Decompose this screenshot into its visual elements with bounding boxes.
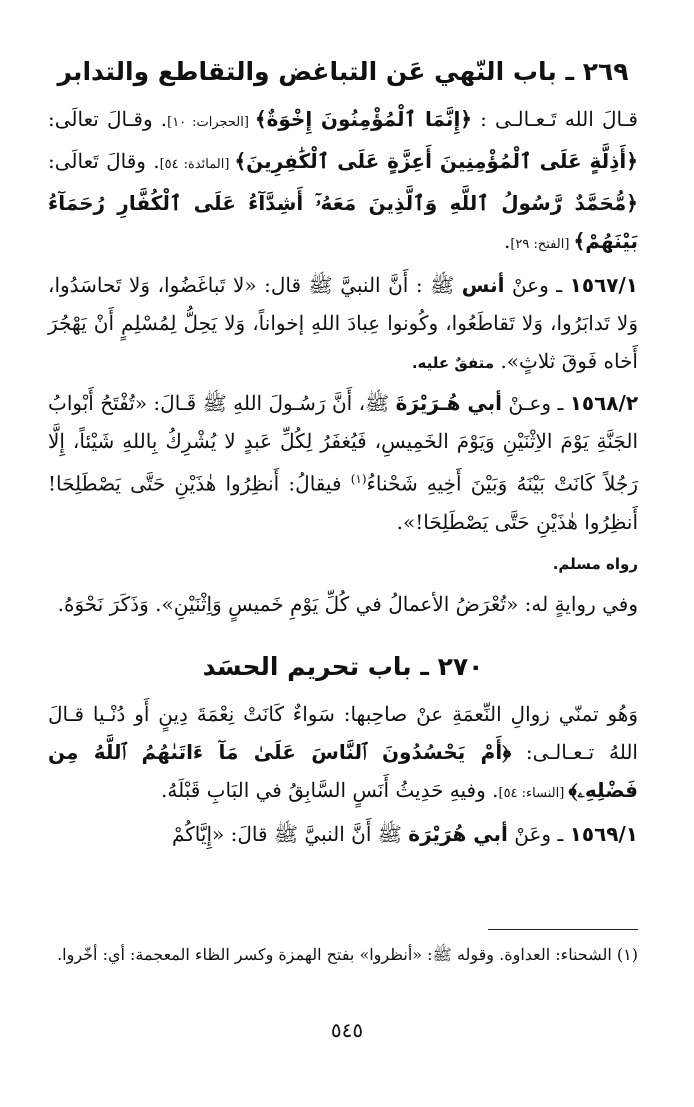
chapter-heading-270: ٢٧٠ ـ باب تحريم الحسَد (202, 651, 484, 681)
page-number: ٥٤٥ (330, 1018, 364, 1042)
intro-text: وَهُو تمنّي زوالِ النِّعمَةِ عنْ صاحِبها: سَواءٌ كَانَتْ نِعْمَةَ دِينٍ أَو دُنْـيا قـالَ اللهُ تـعـالـى: (48, 701, 638, 764)
hadith-text: ـ وعنْ (504, 273, 570, 297)
chapter-270-intro (48, 695, 638, 813)
narrator-name: أبي هُرَيْرَة (408, 821, 508, 846)
verse-reference: [النساء: ٥٤] (498, 785, 569, 801)
intro-text: . وقالَ تَعالَى: (48, 149, 160, 173)
hadith-1569 (48, 815, 638, 853)
footnote: (١) الشحناء: العداوة. وقوله ﷺ: «أنظروا» بفتح الهمزة وكسر الظاء المعجمة: أي: أخّروا. (57, 945, 638, 964)
quran-verse: ﴿إِنَّمَا ٱلْمُؤْمِنُونَ إِخْوَةٌ﴾ (254, 107, 473, 131)
hadith-number: ١٥٦٨/٢ (569, 391, 639, 415)
hadith-1567 (48, 266, 638, 382)
intro-text: . وقـالَ تعالَى: (48, 107, 168, 131)
quran-verse: ﴿مُّحَمَّدٌ رَّسُولُ ٱللَّهِ وَٱلَّذِينَ مَعَهُۥٓ أَشِدَّآءُ عَلَى ٱلْكُفَّارِ رُحَمَآءُ بَيْنَهُمْ﴾ (48, 191, 638, 253)
hadith-number: ١٥٦٩/١ (569, 821, 638, 846)
hadith-text: ﷺ : أَنَّ النبيَّ ﷺ قال: «لا تَباغَضُوا، وَلا تَحاسَدُوا، وَلا تَدابَرُوا، وَلا تَقاطَعُوا، وكُونوا عِبادَ اللهِ إخواناً، وَلا يَحِلُّ لِمُسْلِمٍ أَنْ يَهْجُرَ أَخاه فَوقَ ثلاثٍ». (48, 273, 638, 373)
hadith-text: فيقالُ: أَنظِرُوا هٰذَيْنِ حَتَّى يَصْطَلِحَا! أَنظِرُوا هٰذَيْنِ حَتَّى يَصْطَلِحَا!». (48, 471, 638, 534)
footnote-marker: (١) (350, 472, 367, 486)
quran-verse: ﴿أَذِلَّةٍ عَلَى ٱلْمُؤْمِنِينَ أَعِزَّةٍ عَلَى ٱلْكَٰفِرِينَ﴾ (234, 149, 638, 173)
verse-reference: [الفتح: ٢٩] (510, 237, 574, 252)
hadith-source: رواه مسلم. (552, 554, 638, 573)
hadith-grading: متفقٌ عليه. (411, 354, 495, 372)
hadith-source-line (48, 543, 638, 583)
quran-verse: ﴿أَمْ يَحْسُدُونَ ٱلنَّاسَ عَلَىٰ مَآ ءَاتَىٰهُمُ ٱللَّهُ مِن فَضْلِهِۦ﴾ (48, 739, 638, 802)
chapter-heading-269: ٢٦٩ ـ باب النّهي عَن التباغض والتقاطع والتدابر (57, 57, 629, 86)
hadith-text: ﷺ، أَنَّ رَسُـولَ اللهِ ﷺ قَـالَ: «تُفْتَحُ أَبْوابُ الجَنَّةِ يَوْمَ الاِثْنَيْنِ وَيَوْمَ الخَمِيسِ، فَيُغفَرُ لِكُلِّ عَبدٍ لا يُشْرِكُ بِاللهِ شَيْئاً، إِلَّا رَجُلاً كَانَتْ بَيْنَهُ وَبَيْنَ أَخِيهِ شَحْناءُ (48, 391, 638, 496)
hadith-text: ـ وعـنْ (502, 391, 570, 415)
intro-text: . (503, 229, 511, 253)
intro-text: قـالَ الله تَـعـالـى : (472, 107, 638, 131)
narrator-name: أبي هُـرَيْرَةَ (395, 391, 503, 415)
footnote-separator (488, 929, 638, 930)
hadith-variant: وفي روايةٍ له: «تُعْرَضُ الأعمالُ في كُلِّ يَوْمِ خَميسٍ وَاِثْنَيْنِ». وَذَكَرَ نَحْوَهُ. (57, 591, 638, 616)
hadith-text: ﷺ أَنَّ النبيَّ ﷺ قالَ: «إِيَّاكُمْ (171, 821, 409, 846)
hadith-number: ١٥٦٧/١ (569, 273, 638, 297)
verse-reference: [المائدة: ٥٤] (159, 157, 235, 172)
hadith-text: ـ وعَنْ (507, 821, 570, 846)
intro-text: . وفيهِ حَدِيثُ أَنَسٍ السَّابِقُ في البَابِ قَبْلَهُ. (161, 777, 499, 802)
chapter-269-intro (48, 100, 638, 264)
verse-reference: [الحجرات: ١٠] (167, 115, 255, 130)
narrator-name: أنس (461, 273, 505, 297)
hadith-1568 (48, 384, 638, 541)
